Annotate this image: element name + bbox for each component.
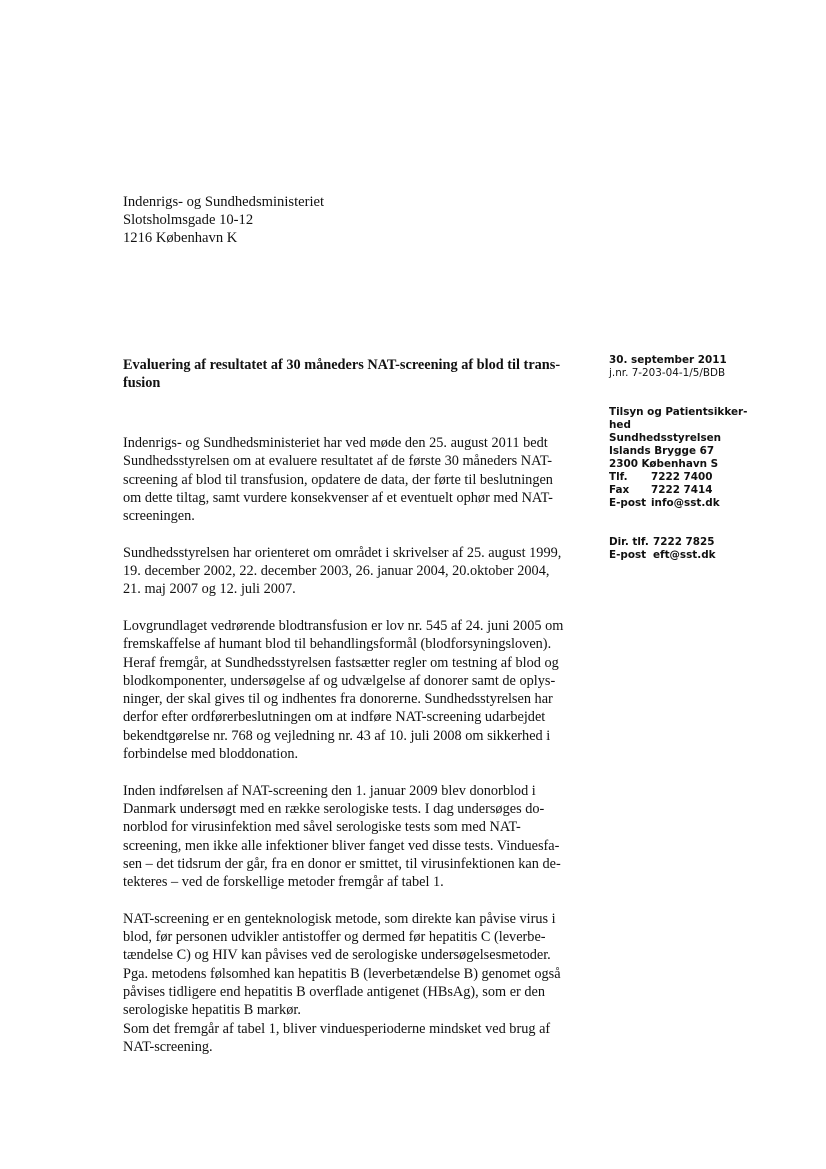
- direct-phone-row: [609, 536, 809, 549]
- body-paragraph: [123, 434, 583, 525]
- recipient-line: Indenrigs- og Sundhedsministeriet: [123, 194, 325, 210]
- body-line: serologiske hepatitis B markør.: [123, 1002, 301, 1019]
- direct-phone-number: 7222 7825: [653, 536, 715, 548]
- phone-label: Tlf.: [609, 471, 628, 483]
- body-line: screeningen.: [123, 508, 195, 525]
- body-line: Danmark undersøgt med en række serologiske tests. I dag undersøges do-: [123, 800, 545, 817]
- email-row: [609, 497, 809, 510]
- department-line: Tilsyn og Patientsikker-: [609, 406, 748, 418]
- body-paragraph: [123, 544, 583, 599]
- street-address: Islands Brygge 67: [609, 445, 715, 457]
- body-line: norblod for virusinfektion med såvel serologiske tests som med NAT-: [123, 819, 521, 836]
- recipient-address: [123, 193, 523, 247]
- direct-email-label: E-post: [609, 549, 647, 561]
- letter-body: [123, 434, 583, 1074]
- subject-line: Evaluering af resultatet af 30 måneders NAT-screening af blod til trans-: [123, 357, 561, 373]
- body-line: ninger, der skal gives til og indhentes fra donorerne. Sundhedsstyrelsen har: [123, 691, 553, 708]
- department-line: hed: [609, 419, 631, 431]
- body-line: fremskaffelse af humant blod til behandlingsformål (blodforsyningsloven).: [123, 636, 552, 653]
- body-line: Inden indførelsen af NAT-screening den 1. januar 2009 blev donorblod i: [123, 782, 536, 799]
- fax-number: 7222 7414: [651, 484, 713, 496]
- body-line: Pga. metodens følsomhed kan hepatitis B (leverbetændelse B) genomet også: [123, 965, 561, 982]
- body-line: blodkomponenter, undersøgelse af og udvælgelse af donorer samt de oplys-: [123, 672, 556, 689]
- body-line: derfor efter ordførerbeslutningen om at indføre NAT-screening udarbejdet: [123, 709, 546, 726]
- body-line: 21. maj 2007 og 12. juli 2007.: [123, 581, 296, 598]
- postal-address: 2300 København S: [609, 458, 719, 470]
- recipient-line: Slotsholmsgade 10-12: [123, 212, 254, 228]
- body-line: Som det fremgår af tabel 1, bliver vinduesperioderne mindsket ved brug af: [123, 1020, 551, 1037]
- email-address[interactable]: info@sst.dk: [651, 497, 720, 509]
- body-line: 19. december 2002, 22. december 2003, 26. januar 2004, 20.oktober 2004,: [123, 563, 550, 580]
- letter-subject: [123, 356, 583, 392]
- body-line: Heraf fremgår, at Sundhedsstyrelsen fastsætter regler om testning af blod og: [123, 654, 559, 671]
- email-label: E-post: [609, 497, 647, 509]
- body-line: screening af blod til transfusion, opdatere de data, der førte til beslutningen: [123, 471, 553, 488]
- body-line: blod, før personen udvikler antistoffer og dermed før hepatitis C (leverbe-: [123, 929, 546, 946]
- organization-name: Sundhedsstyrelsen: [609, 432, 722, 444]
- direct-phone-label: Dir. tlf.: [609, 536, 649, 548]
- direct-email-row: [609, 549, 809, 562]
- sender-organization-block: [609, 406, 809, 510]
- recipient-line: 1216 København K: [123, 230, 238, 246]
- body-line: Sundhedsstyrelsen har orienteret om området i skrivelser af 25. august 1999,: [123, 544, 562, 561]
- body-paragraph: [123, 782, 583, 892]
- body-line: NAT-screening.: [123, 1038, 213, 1055]
- direct-contact-block: [609, 536, 809, 562]
- body-line: Lovgrundlaget vedrørende blodtransfusion er lov nr. 545 af 24. juni 2005 om: [123, 617, 564, 634]
- subject-line: fusion: [123, 375, 161, 391]
- body-line: sen – det tidsrum der går, fra en donor er smittet, til virusinfektionen kan de-: [123, 855, 561, 872]
- journal-number: j.nr. 7-203-04-1/5/BDB: [609, 367, 726, 379]
- body-line: bekendtgørelse nr. 768 og vejledning nr. 43 af 10. juli 2008 om sikkerhed i: [123, 727, 551, 744]
- sender-sidebar: [609, 354, 809, 562]
- body-line: screening, men ikke alle infektioner bliver fanget ved disse tests. Vinduesfa-: [123, 837, 560, 854]
- body-line: påvises tidligere end hepatitis B overflade antigenet (HBsAg), som er den: [123, 983, 546, 1000]
- phone-number: 7222 7400: [651, 471, 713, 483]
- fax-row: [609, 484, 809, 497]
- body-line: om dette tiltag, samt vurdere konsekvenser af et eventuelt ophør med NAT-: [123, 489, 553, 506]
- fax-label: Fax: [609, 484, 630, 496]
- body-paragraph: [123, 617, 583, 763]
- body-line: Sundhedsstyrelsen om at evaluere resultatet af de første 30 måneders NAT-: [123, 453, 553, 470]
- body-line: tændelse C) og HIV kan påvises ved de serologiske undersøgelsesmetoder.: [123, 947, 551, 964]
- body-line: tekteres – ved de forskellige metoder fremgår af tabel 1.: [123, 874, 444, 891]
- direct-email-address[interactable]: eft@sst.dk: [653, 549, 716, 561]
- letter-date: 30. september 2011: [609, 354, 727, 366]
- body-line: forbindelse med bloddonation.: [123, 746, 299, 763]
- body-line: NAT-screening er en genteknologisk metode, som direkte kan påvise virus i: [123, 910, 556, 927]
- phone-row: [609, 471, 809, 484]
- body-line: Indenrigs- og Sundhedsministeriet har ved møde den 25. august 2011 bedt: [123, 435, 548, 451]
- body-paragraph: [123, 910, 583, 1056]
